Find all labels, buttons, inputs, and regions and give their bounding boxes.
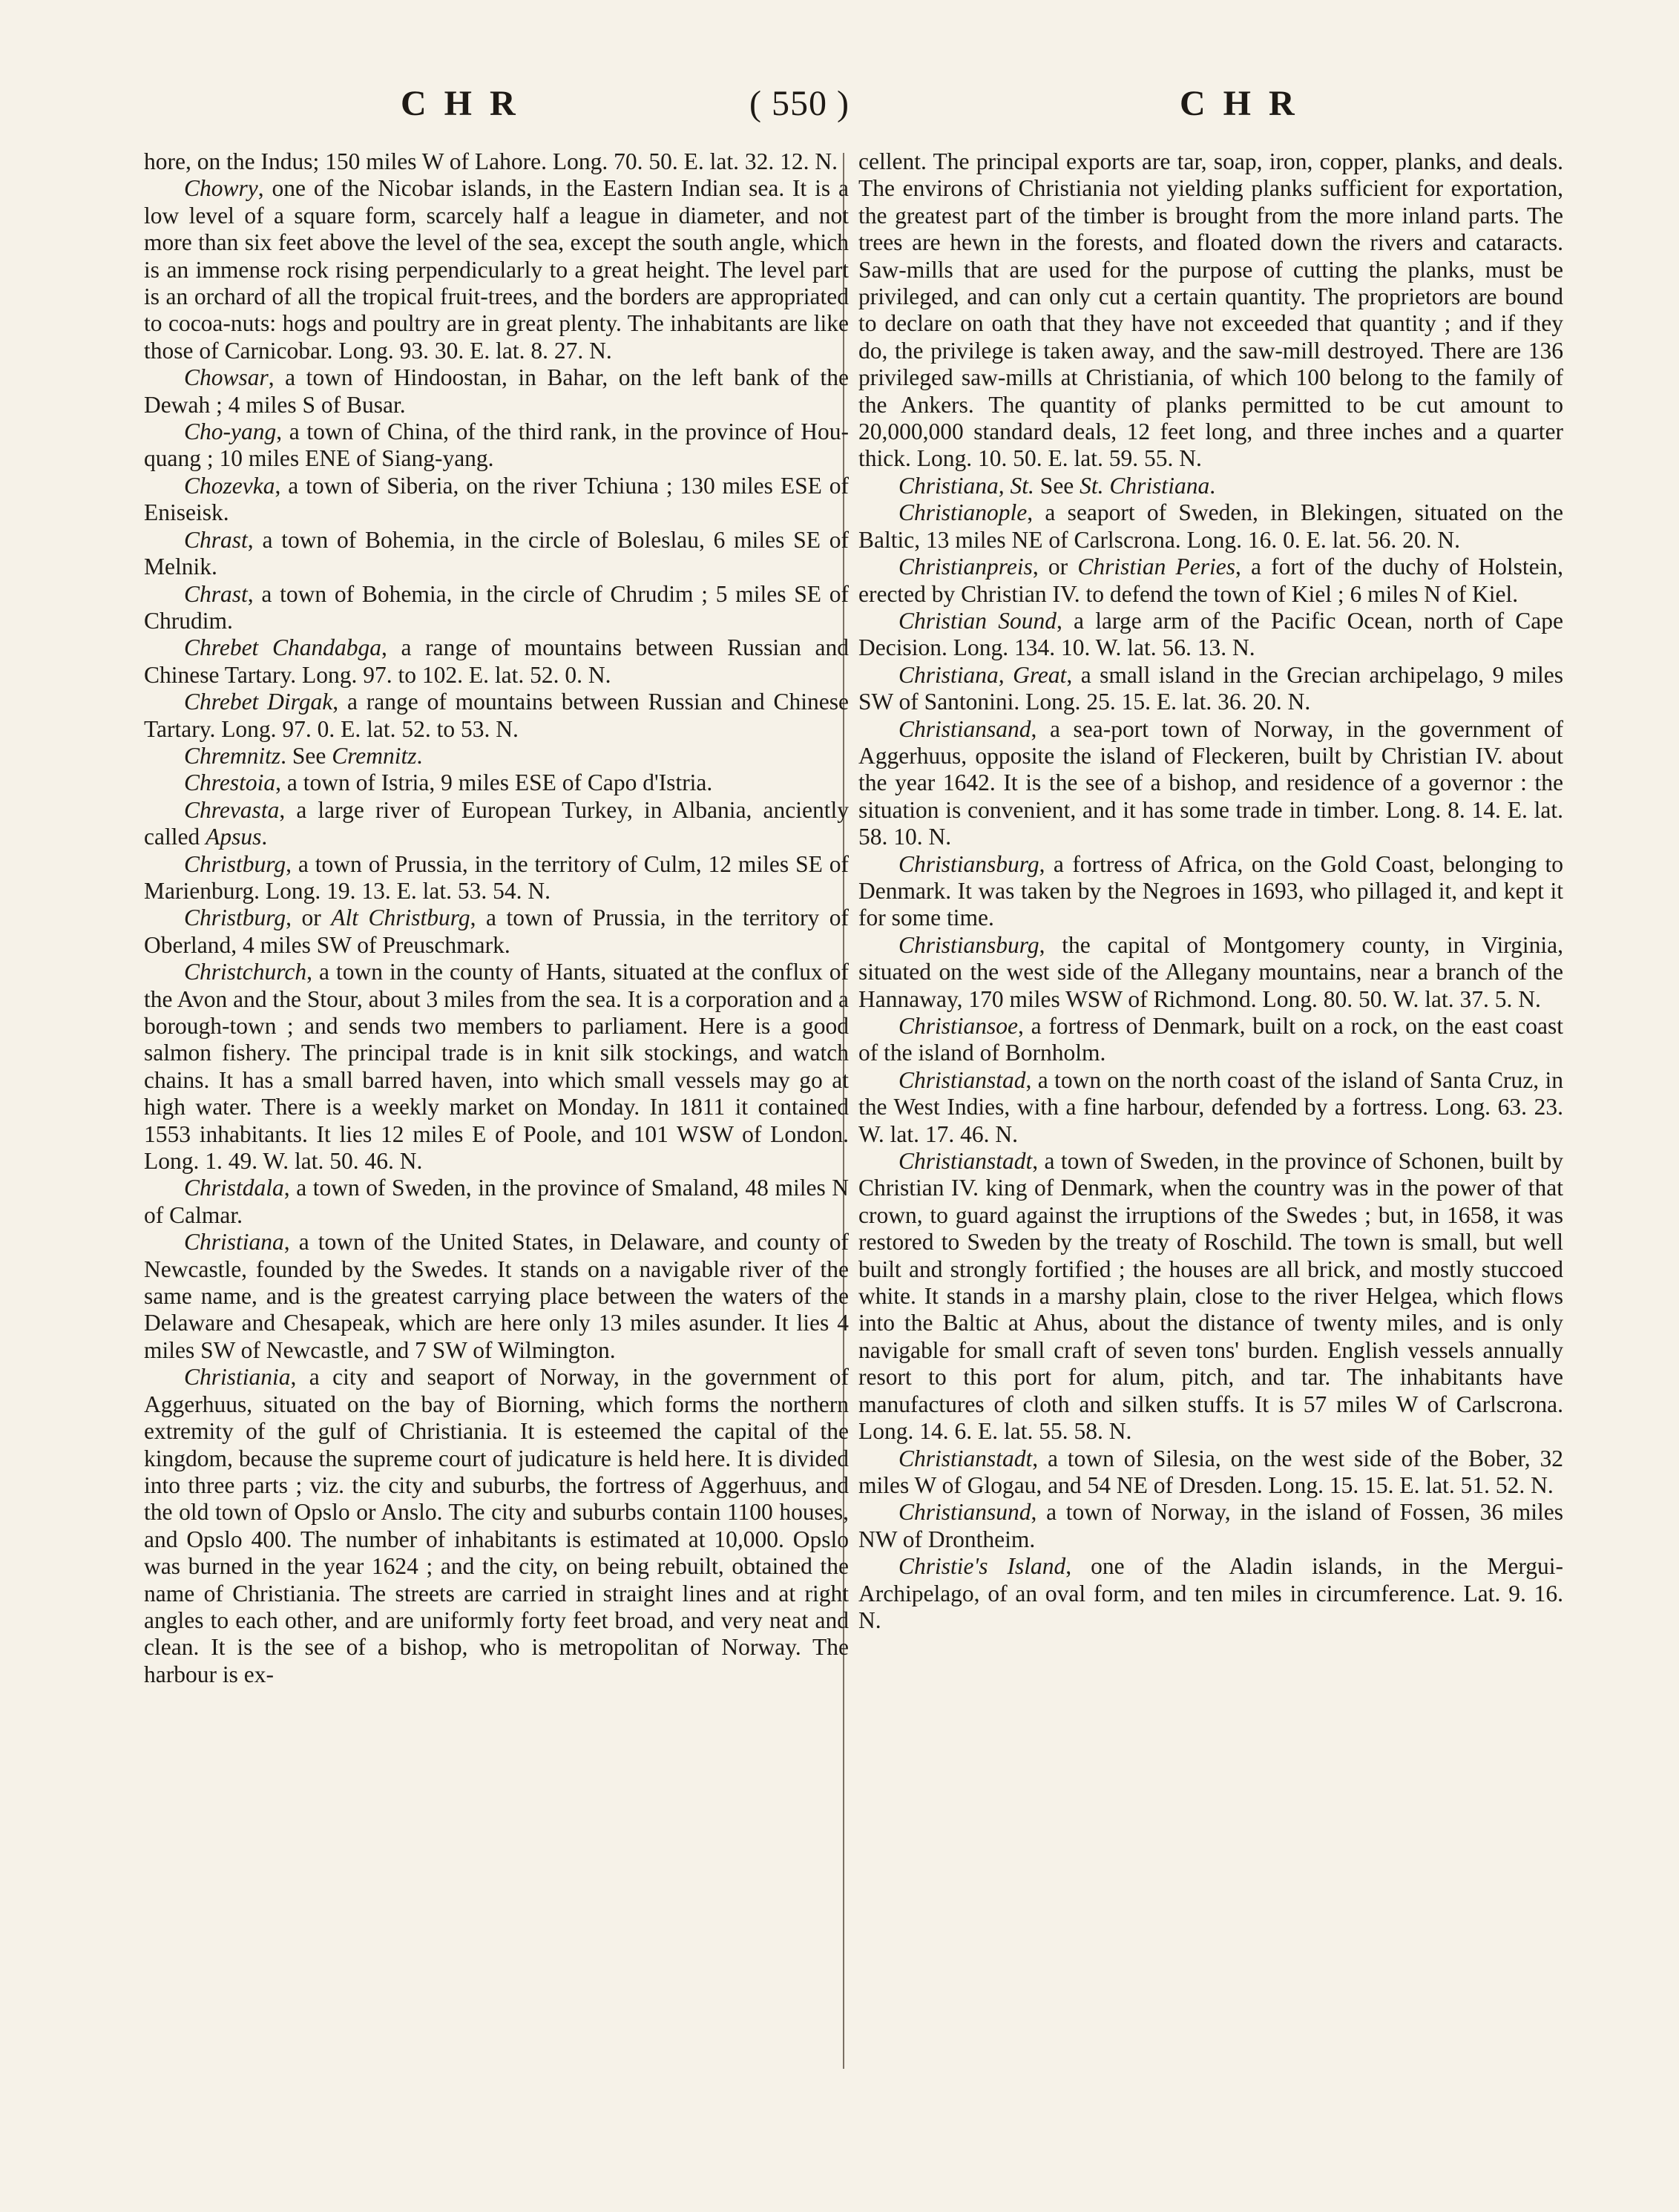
entry-headword: Chrevasta [184,796,280,823]
entry-headword: Christiana, St. [898,472,1034,499]
entry-text: . See [280,742,332,769]
entry-text: , a town of Silesia, on the west side of the Bober, 32 miles W of Glogau, and 54 NE of Dresden. Long. 15. 15. E. lat. 51. 52. N. [858,1445,1563,1498]
entry [858,608,1563,662]
entry-text: , a town of Siberia, on the river Tchiuna ; 130 miles ESE of Eniseisk. [144,472,849,526]
entry-headword: Christian Sound [898,607,1057,634]
left-column [144,148,849,1688]
entry-headword: Chrast [184,580,248,607]
entry-text: hore, on the Indus; 150 miles W of Lahore. Long. 70. 50. E. lat. 32. 12. N. [144,148,838,174]
entry [144,148,849,175]
entry [144,1229,849,1364]
entry-text: , a town of Istria, 9 miles ESE of Capo d'Istria. [275,769,713,796]
entry-text: , a town of Norway, in the island of Fossen, 36 miles NW of Drontheim. [858,1499,1563,1552]
entry [144,364,849,419]
page-number: ( 550 ) [749,84,850,123]
entry-headword: Christiana, Great [898,661,1067,688]
entry [144,743,849,769]
entry [858,148,1563,473]
entry-headword: Chrestoia [184,769,276,796]
entry-text: , a range of mountains between Russian and Chinese Tartary. Long. 97. to 102. E. lat. 52. 0. N. [144,634,850,688]
entry-text: , a town of Bohemia, in the circle of Boleslau, 6 miles SE of Melnik. [144,526,849,580]
entry-headword: Christdala [184,1175,284,1201]
entry-headword: Christie's Island [898,1553,1066,1580]
entry-headword: Christiansoe [898,1013,1019,1039]
entry-text: See [1034,472,1080,499]
entry [144,851,849,905]
entry-cross-reference: Christian Peries [1077,554,1235,580]
entry [144,175,849,364]
entry [858,716,1563,851]
right-column [858,148,1563,1634]
entry-headword: Christiansburg [898,850,1039,877]
entry-text: , a small island in the Grecian archipelago, 9 miles SW of Santonini. Long. 25. 15. E. lat. 36. 20. N. [858,661,1563,715]
entry [144,769,849,796]
entry-headword: Christiana [184,1229,284,1256]
page-header [0,83,1679,142]
header-left-running-head: C H R [401,84,520,123]
entry-text: , a seaport of Sweden, in Blekingen, situated on the Baltic, 13 miles NE of Carlscrona. Long. 16. 0. E. lat. 56. 20. N. [858,499,1563,553]
entry-text: , one of the Nicobar islands, in the Eastern Indian sea. It is a low level of a square form, scarcely half a league in diameter, and not more than six feet above the level of the sea, except the south angle, which is an immense rock rising perpendicularly to a great height. The level part is an orchard of all the tropical fruit-trees, and the borders are appropriated to cocoa-nuts: hogs and poultry are in great plenty. The inhabitants are like those of Carnicobar. Long. 93. 30. E. lat. 8. 27. N. [144,175,849,364]
entry-text-tail: , a town of Prussia, in the territory of Oberland, 4 miles SW of Preuschmark. [144,905,849,958]
entry-headword: Chrast [184,526,248,553]
entry [144,959,849,1175]
entry-text: , one of the Aladin islands, in the Mergui-Archipelago, of an oval form, and ten miles in circumference. Lat. 9. 16. N. [858,1553,1564,1633]
entry [144,634,849,689]
entry-text: , a fortress of Denmark, built on a rock, on the east coast of the island of Bornholm. [858,1013,1563,1066]
entry-headword: Christianople [898,499,1028,526]
entry [858,851,1563,932]
entry-text: , a town of Bohemia, in the circle of Chrudim ; 5 miles SE of Chrudim. [144,580,849,634]
entry-headword: Christiansburg [898,931,1039,958]
entry-headword: Chowry [184,175,258,202]
entry-headword: Christianstadt [898,1445,1033,1471]
entry-headword: Christiania [184,1364,291,1391]
entry-text-tail: . [261,824,268,850]
entry [144,419,849,473]
entry-text: , or [1032,554,1078,580]
entry-text: , a fortress of Africa, on the Gold Coast, belonging to Denmark. It was taken by the Negroes in 1693, who pillaged it, and kept it for some time. [858,850,1563,931]
entry-cross-reference: Cremnitz [332,742,417,769]
entry [858,662,1563,716]
entry-cross-reference: Alt Christburg [331,905,470,931]
entry-text: , a town in the county of Hants, situated at the conflux of the Avon and the Stour, about 3 miles from the sea. It is a corporation and a borough-town ; and sends two members to parliament. Here is a good salmon fishery. The principal trade is in knit silk stockings, and watch chains. It has a small barred haven, into which small vessels may go at high water. There is a weekly market on Monday. In 1811 it contained 1553 inhabitants. It lies 12 miles E of Poole, and 101 WSW of London. Long. 1. 49. W. lat. 50. 46. N. [144,959,849,1175]
entry [858,1148,1563,1445]
entry-headword: Chremnitz [184,742,281,769]
entry-headword: Cho-yang [184,419,277,445]
entry-text-tail: . [1209,472,1216,499]
entry-headword: Christchurch [184,959,307,985]
entry-headword: Christianstadt [898,1148,1033,1175]
entry [144,1175,849,1229]
entry-cross-reference: St. Christiana [1080,472,1210,499]
entry-text: , a town of the United States, in Delaware, and county of Newcastle, founded by the Swedes. It stands on a navigable river of the same name, and is the greatest carrying place between the waters of the Delaware and Chesapeak, which are here only 13 miles asunder. It lies 4 miles SW of Newcastle, and 7 SW of Wilmington. [144,1229,849,1363]
entry-text: , a range of mountains between Russian and Chinese Tartary. Long. 97. 0. E. lat. 52. to 53. N. [144,689,849,742]
entry-headword: Chowsar [184,364,269,391]
entry-text: , a town of Sweden, in the province of Smaland, 48 miles N of Calmar. [144,1175,849,1228]
header-right-running-head: C H R [1180,84,1299,123]
entry [144,905,849,959]
entry [144,473,849,527]
entry-cross-reference: Apsus [206,824,262,850]
entry-headword: Christburg [184,905,286,931]
entry-text: , a large arm of the Pacific Ocean, north of Cape Decision. Long. 134. 10. W. lat. 56. 13. N. [858,607,1563,661]
entry [144,1364,849,1688]
entry-text: , a town on the north coast of the island of Santa Cruz, in the West Indies, with a fine harbour, defended by a fortress. Long. 63. 23. W. lat. 17. 46. N. [858,1066,1563,1147]
entry [858,1067,1563,1148]
entry-text: , a town of Hindoostan, in Bahar, on the left bank of the Dewah ; 4 miles S of Busar. [144,364,849,418]
entry [858,554,1563,608]
entry [858,1445,1563,1500]
entry [144,689,849,743]
entry-headword: Christiansand [898,715,1031,742]
entry [144,527,849,581]
entry-text: , a large river of European Turkey, in Albania, anciently called [144,796,849,850]
entry [144,797,849,851]
entry-headword: Christiansund [898,1499,1031,1526]
entry [858,499,1563,554]
entry-headword: Chozevka [184,472,275,499]
entry [858,1013,1563,1067]
entry [858,473,1563,499]
entry-headword: Chrebet Dirgak [184,689,333,715]
entry-text: , or [286,905,332,931]
entry-headword: Chrebet Chandabga [184,634,381,661]
entry [858,1499,1563,1553]
entry-text: , a town of Sweden, in the province of Schonen, built by Christian IV. king of Denmark, when the country was in the power of that crown, to guard against the irruptions of the Swedes ; but, in 1658, it was restored to Sweden by the treaty of Roschild. The town is small, but well built and strongly fortified ; the houses are all brick, and mostly stuccoed white. It stands in a marshy plain, close to the river Helgea, which flows into the Baltic at Ahus, about the distance of twenty miles, and is only navigable for small craft of seven tons' burden. English vessels annually resort to this port for alum, pitch, and tar. The inhabitants have manufactures of cloth and silken stuffs. It is 57 miles W of Carlscrona. Long. 14. 6. E. lat. 55. 58. N. [858,1148,1563,1445]
entry-text: , the capital of Montgomery county, in Virginia, situated on the west side of the Allegany mountains, near a branch of the Hannaway, 170 miles WSW of Richmond. Long. 80. 50. W. lat. 37. 5. N. [858,931,1563,1012]
entry-headword: Christburg [184,850,286,877]
entry-text-tail: . [416,742,423,769]
entry-text: , a town of China, of the third rank, in the province of Hou-quang ; 10 miles ENE of Siang-yang. [144,419,849,472]
entry-text: , a city and seaport of Norway, in the government of Aggerhuus, situated on the bay of Biorning, which forms the northern extremity of the gulf of Christiania. It is esteemed the capital of the kingdom, because the supreme court of judicature is held here. It is divided into three parts ; viz. the city and suburbs, the fortress of Aggerhuus, and the old town of Opslo or Anslo. The city and suburbs contain 1100 houses, and Opslo 400. The number of inhabitants is estimated at 10,000. Opslo was burned in the year 1624 ; and the city, on being rebuilt, obtained the name of Christiania. The streets are carried in straight lines and at right angles to each other, and are uniformly forty feet broad, and very neat and clean. It is the see of a bishop, who is metropolitan of Norway. The harbour is ex- [144,1364,849,1687]
entry-text: cellent. The principal exports are tar, soap, iron, copper, planks, and deals. The environs of Christiania not yielding planks sufficient for exportation, the greatest part of the timber is brought from the more inland parts. The trees are hewn in the forests, and floated down the rivers and cataracts. Saw-mills that are used for the purpose of cutting the planks, must be privileged, and can only cut a certain quantity. The proprietors are bound to declare on oath that they have not exceeded that quantity ; and if they do, the privilege is taken away, and the saw-mill destroyed. There are 136 privileged saw-mills at Christiania, of which 100 belong to the family of the Ankers. The quantity of planks permitted to be cut amount to 20,000,000 standard deals, 12 feet long, and three inches and a quarter thick. Long. 10. 50. E. lat. 59. 55. N. [858,148,1563,472]
entry-headword: Christianstad [898,1066,1026,1093]
entry-text-tail: , a fort of the duchy of Holstein, erected by Christian IV. to defend the town of Kiel ; 6 miles N of Kiel. [858,554,1563,607]
entry-headword: Christianpreis [898,554,1033,580]
entry [858,1553,1563,1634]
entry [144,581,849,635]
entry [858,932,1563,1013]
entry-text: , a town of Prussia, in the territory of Culm, 12 miles SE of Marienburg. Long. 19. 13. E. lat. 53. 54. N. [144,850,849,904]
entry-text: , a sea-port town of Norway, in the government of Aggerhuus, opposite the island of Fleckeren, built by Christian IV. about the year 1642. It is the see of a bishop, and residence of a governor : the situation is convenient, and it has some trade in timber. Long. 8. 14. E. lat. 58. 10. N. [858,715,1563,850]
